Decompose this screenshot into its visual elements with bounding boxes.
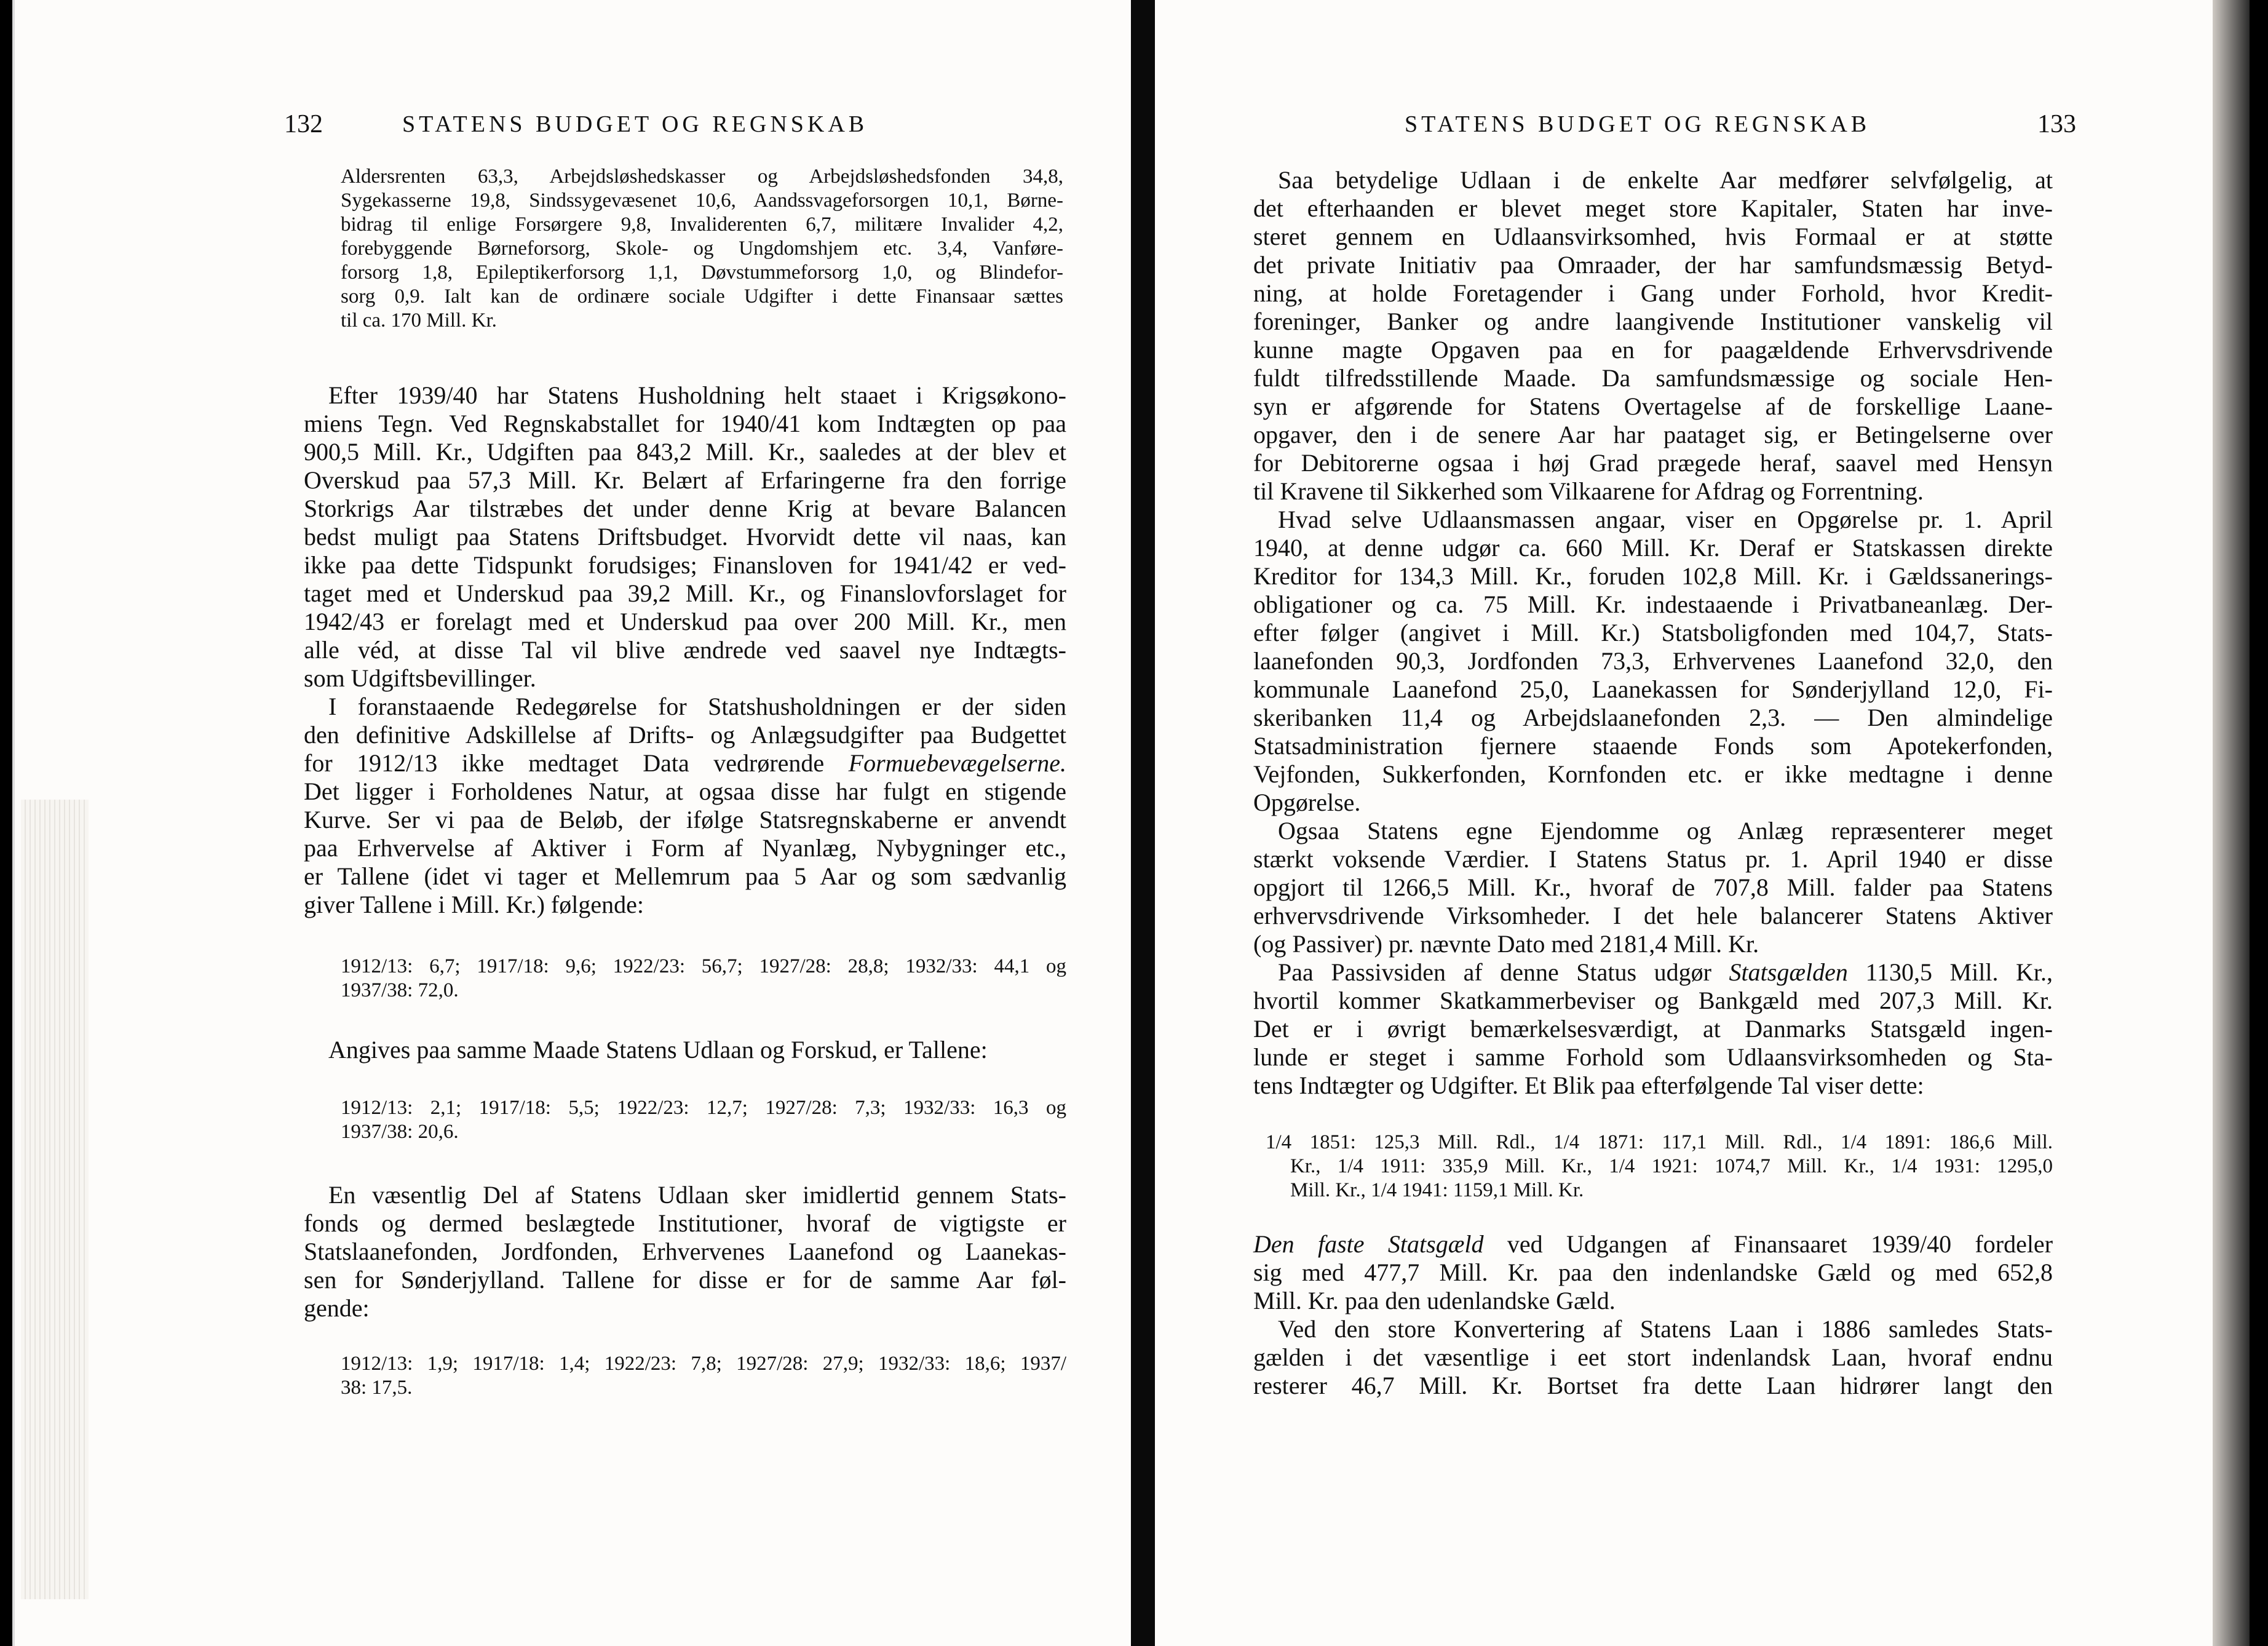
page-number: 133 [2037, 110, 2076, 138]
text-line: er Tallene (idet vi tager et Mellemrum paa 5 Aar og som sædvanlig [304, 862, 1066, 890]
text-line: laanefonden 90,3, Jordfonden 73,3, Erhvervenes Laanefond 32,0, den [1253, 647, 2053, 675]
text-line: fonds og dermed beslægtede Institutioner, hvoraf de vigtigste er [304, 1209, 1066, 1237]
text-line: sen for Sønderjylland. Tallene for disse er for de samme Aar føl- [304, 1266, 1066, 1294]
text-line: efter følger (angivet i Mill. Kr.) Statsboligfonden med 104,7, Stats- [1253, 619, 2053, 646]
page-stack-edge [21, 800, 89, 1599]
text-line: bedst muligt paa Statens Driftsbudget. Hvorvidt dette vil naas, kan [304, 523, 1066, 551]
text-line: ikke paa dette Tidspunkt forudsiges; Finansloven for 1941/42 er ved- [304, 551, 1066, 579]
text-line: opgjort til 1266,5 Mill. Kr., hvoraf de 707,8 Mill. falder paa Statens [1253, 873, 2053, 901]
text-line: Mill. Kr. paa den udenlandske Gæld. [1253, 1287, 1616, 1314]
text-line: resterer 46,7 Mill. Kr. Bortset fra dette Laan hidrører langt den [1253, 1372, 2053, 1399]
paragraph-4 [304, 1181, 1066, 1322]
paragraph-3 [304, 1036, 1066, 1064]
left-page [12, 0, 1131, 1646]
text-run: Paa Passivsiden af denne Status udgør [1278, 958, 1711, 986]
italic-term: Formuebevægelserne. [848, 749, 1067, 777]
text-line: alle véd, at disse Tal vil blive ændrede ved saavel nye Indtægts- [304, 636, 1066, 664]
text-line: skeribanken 11,4 og Arbejdslaanefonden 2,3. — Den almindelige [1253, 704, 2053, 731]
right-column-bottom [1253, 1230, 2053, 1400]
right-column [1253, 166, 2053, 1100]
text-line: En væsentlig Del af Statens Udlaan sker imidlertid gennem Stats- [328, 1181, 1066, 1209]
text-line: Kr., 1/4 1911: 335,9 Mill. Kr., 1/4 1921: 1074,7 Mill. Kr., 1/4 1931: 1295,0 [1290, 1155, 2053, 1177]
text-line: taget med et Underskud paa 39,2 Mill. Kr., og Finanslovforslaget for [304, 579, 1066, 607]
text-line: gende: [304, 1294, 370, 1322]
text-line: 1912/13: 6,7; 1917/18: 9,6; 1922/23: 56,7; 1927/28: 28,8; 1932/33: 44,1 og [341, 955, 1066, 977]
text-line: miens Tegn. Ved Regnskabstallet for 1940/41 kom Indtægten op paa [304, 410, 1066, 437]
text-line: Sygekasserne 19,8, Sindssygevæsenet 10,6, Aandssvageforsorgen 10,1, Børne- [341, 189, 1063, 212]
page-number: 132 [284, 110, 323, 138]
text-line: kommunale Laanefond 25,0, Laanekassen for Sønderjylland 12,0, Fi- [1253, 675, 2053, 703]
text-line: Angives paa samme Maade Statens Udlaan og Forskud, er Tallene: [328, 1036, 988, 1064]
book-edge-right [2213, 0, 2250, 1646]
text-line: bidrag til enlige Forsørgere 9,8, Invaliderenten 6,7, militære Invalider 4,2, [341, 213, 1063, 236]
text-line: Ved den store Konvertering af Statens Laan i 1886 samledes Stats- [1278, 1315, 2053, 1343]
text-line [304, 749, 1066, 777]
text-run: 1130,5 Mill. Kr., [1865, 958, 2053, 986]
text-line: som Udgiftsbevillinger. [304, 664, 536, 692]
text-line: 1912/13: 2,1; 1917/18: 5,5; 1922/23: 12,7; 1927/28: 7,3; 1932/33: 16,3 og [341, 1097, 1066, 1119]
text-line: 38: 17,5. [341, 1377, 413, 1399]
text-run: for 1912/13 ikke medtaget Data vedrørende [304, 749, 825, 777]
text-line: til Kravene til Sikkerhed som Vilkaarene for Afdrag og Forrentning. [1253, 477, 1924, 505]
figures-block-2 [341, 1096, 1066, 1144]
running-header: STATENS BUDGET OG REGNSKAB [1405, 111, 1871, 137]
text-line: Statslaanefonden, Jordfonden, Erhvervenes Laanefond og Laanekas- [304, 1238, 1066, 1265]
text-line: Statsadministration fjernere staaende Fonds som Apotekerfonden, [1253, 732, 2053, 760]
text-line: Aldersrenten 63,3, Arbejdsløshedskasser og Arbejdsløshedsfonden 34,8, [341, 165, 1063, 188]
text-line: Kreditor for 134,3 Mill. Kr., foruden 102,8 Mill. Kr. i Gældssanerings- [1253, 562, 2053, 590]
text-line: Saa betydelige Udlaan i de enkelte Aar medfører selvfølgelig, at [1278, 166, 2053, 194]
text-line: paa Erhvervelse af Aktiver i Form af Nyanlæg, Nybygninger etc., [304, 834, 1066, 862]
text-line: I foranstaaende Redegørelse for Statshusholdningen er der siden [328, 693, 1066, 720]
text-run: ved Udgangen af Finansaaret 1939/40 fordeler [1507, 1230, 2053, 1258]
text-line: sorg 0,9. Ialt kan de ordinære sociale Udgifter i dette Finansaar sættes [341, 285, 1063, 308]
text-line: sig med 477,7 Mill. Kr. paa den indenlandske Gæld og med 652,8 [1253, 1258, 2053, 1286]
text-line: (og Passiver) pr. nævnte Dato med 2181,4 Mill. Kr. [1253, 930, 1759, 958]
text-line [1253, 958, 2053, 987]
text-line: til ca. 170 Mill. Kr. [341, 309, 497, 332]
text-line: tens Indtægter og Udgifter. Et Blik paa efterfølgende Tal viser dette: [1253, 1071, 1924, 1099]
text-line: Efter 1939/40 har Statens Husholdning helt staaet i Krigsøkono- [328, 381, 1066, 409]
text-line: gælden i det væsentlige i eet stort indenlandsk Laan, hvoraf endnu [1253, 1343, 2053, 1371]
text-line: opgaver, den i de senere Aar har paataget sig, er Betingelserne over [1253, 421, 2053, 448]
text-line: erhvervsdrivende Virksomheder. I det hele balancerer Statens Aktiver [1253, 902, 2053, 929]
text-line: Storkrigs Aar tilstræbes det under denne Krig at bevare Balancen [304, 495, 1066, 522]
text-line: det efterhaanden er blevet meget store Kapitaler, Staten har inve- [1253, 194, 2053, 222]
text-line: obligationer og ca. 75 Mill. Kr. indestaaende i Privatbaneanlæg. Der- [1253, 590, 2053, 618]
footnote-block [341, 165, 1063, 333]
text-line: steret gennem en Udlaansvirksomhed, hvis Formaal er at støtte [1253, 223, 2053, 250]
text-line: ning, at holde Foretagender i Gang under Forhold, hvor Kredit- [1253, 279, 2053, 307]
text-line: Vejfonden, Sukkerfonden, Kornfonden etc. er ikke medtagne i denne [1253, 760, 2053, 788]
text-line: Det ligger i Forholdenes Natur, at ogsaa disse har fulgt en stigende [304, 777, 1066, 805]
text-line: foreninger, Banker og andre laangivende Institutioner vanskelig vil [1253, 308, 2053, 335]
text-line: 1940, at denne udgør ca. 660 Mill. Kr. Deraf er Statskassen direkte [1253, 534, 2053, 562]
text-line: 1912/13: 1,9; 1917/18: 1,4; 1922/23: 7,8; 1927/28: 27,9; 1932/33: 18,6; 1937/ [341, 1353, 1066, 1375]
text-line: Ogsaa Statens egne Ejendomme og Anlæg repræsenterer meget [1278, 817, 2053, 845]
italic-term: Statsgælden [1729, 958, 1848, 986]
text-line: 1937/38: 72,0. [341, 979, 459, 1001]
text-line: fuldt tilfredsstillende Maade. Da samfundsmæssige og sociale Hen- [1253, 364, 2053, 392]
text-line: 900,5 Mill. Kr., Udgiften paa 843,2 Mill. Kr., saaledes at der blev et [304, 438, 1066, 466]
paragraph-1 [304, 381, 1066, 919]
figures-block [1266, 1131, 2053, 1203]
text-line: Hvad selve Udlaansmassen angaar, viser en Opgørelse pr. 1. April [1278, 506, 2053, 533]
text-line: Kurve. Ser vi paa de Beløb, der ifølge Statsregnskaberne er anvendt [304, 806, 1066, 833]
text-line: forebyggende Børneforsorg, Skole- og Ungdomshjem etc. 3,4, Vanføre- [341, 237, 1063, 260]
text-line: det private Initiativ paa Omraader, der har samfundsmæssig Betyd- [1253, 251, 2053, 279]
text-line: 1942/43 er forelagt med et Underskud paa over 200 Mill. Kr., men [304, 608, 1066, 635]
text-line [1253, 1230, 2053, 1258]
figures-block-1 [341, 955, 1066, 1003]
italic-term: Den faste Statsgæld [1253, 1230, 1484, 1258]
text-line: Det er i øvrigt bemærkelsesværdigt, at Danmarks Statsgæld ingen- [1253, 1015, 2053, 1043]
text-line: for Debitorerne ogsaa i høj Grad prægede heraf, saavel med Hensyn [1253, 449, 2053, 477]
text-line: den definitive Adskillelse af Drifts- og Anlægsudgifter paa Budgettet [304, 721, 1066, 749]
text-line: Mill. Kr., 1/4 1941: 1159,1 Mill. Kr. [1290, 1179, 1584, 1201]
text-line: forsorg 1,8, Epileptikerforsorg 1,1, Døvstummeforsorg 1,0, og Blindefor- [341, 261, 1063, 284]
running-header: STATENS BUDGET OG REGNSKAB [402, 111, 868, 137]
text-line: Opgørelse. [1253, 789, 1361, 816]
text-line: stærkt voksende Værdier. I Statens Status pr. 1. April 1940 er disse [1253, 845, 2053, 873]
book-gutter [1128, 0, 1155, 1646]
text-line: Overskud paa 57,3 Mill. Kr. Belært af Erfaringerne fra den forrige [304, 466, 1066, 494]
text-line: kunne magte Opgaven paa en for paagældende Erhvervsdrivende [1253, 336, 2053, 364]
text-line: lunde er steget i samme Forhold som Udlaansvirksomheden og Sta- [1253, 1043, 2053, 1071]
text-line: 1937/38: 20,6. [341, 1121, 459, 1143]
figures-block-3 [341, 1352, 1066, 1400]
right-page [1155, 0, 2213, 1646]
text-line: syn er afgørende for Statens Overtagelse af de forskellige Laane- [1253, 392, 2053, 420]
text-line: giver Tallene i Mill. Kr.) følgende: [304, 891, 644, 918]
text-line: hvortil kommer Skatkammerbeviser og Bankgæld med 207,3 Mill. Kr. [1253, 987, 2053, 1014]
text-line: 1/4 1851: 125,3 Mill. Rdl., 1/4 1871: 117,1 Mill. Rdl., 1/4 1891: 186,6 Mill. [1266, 1131, 2053, 1153]
